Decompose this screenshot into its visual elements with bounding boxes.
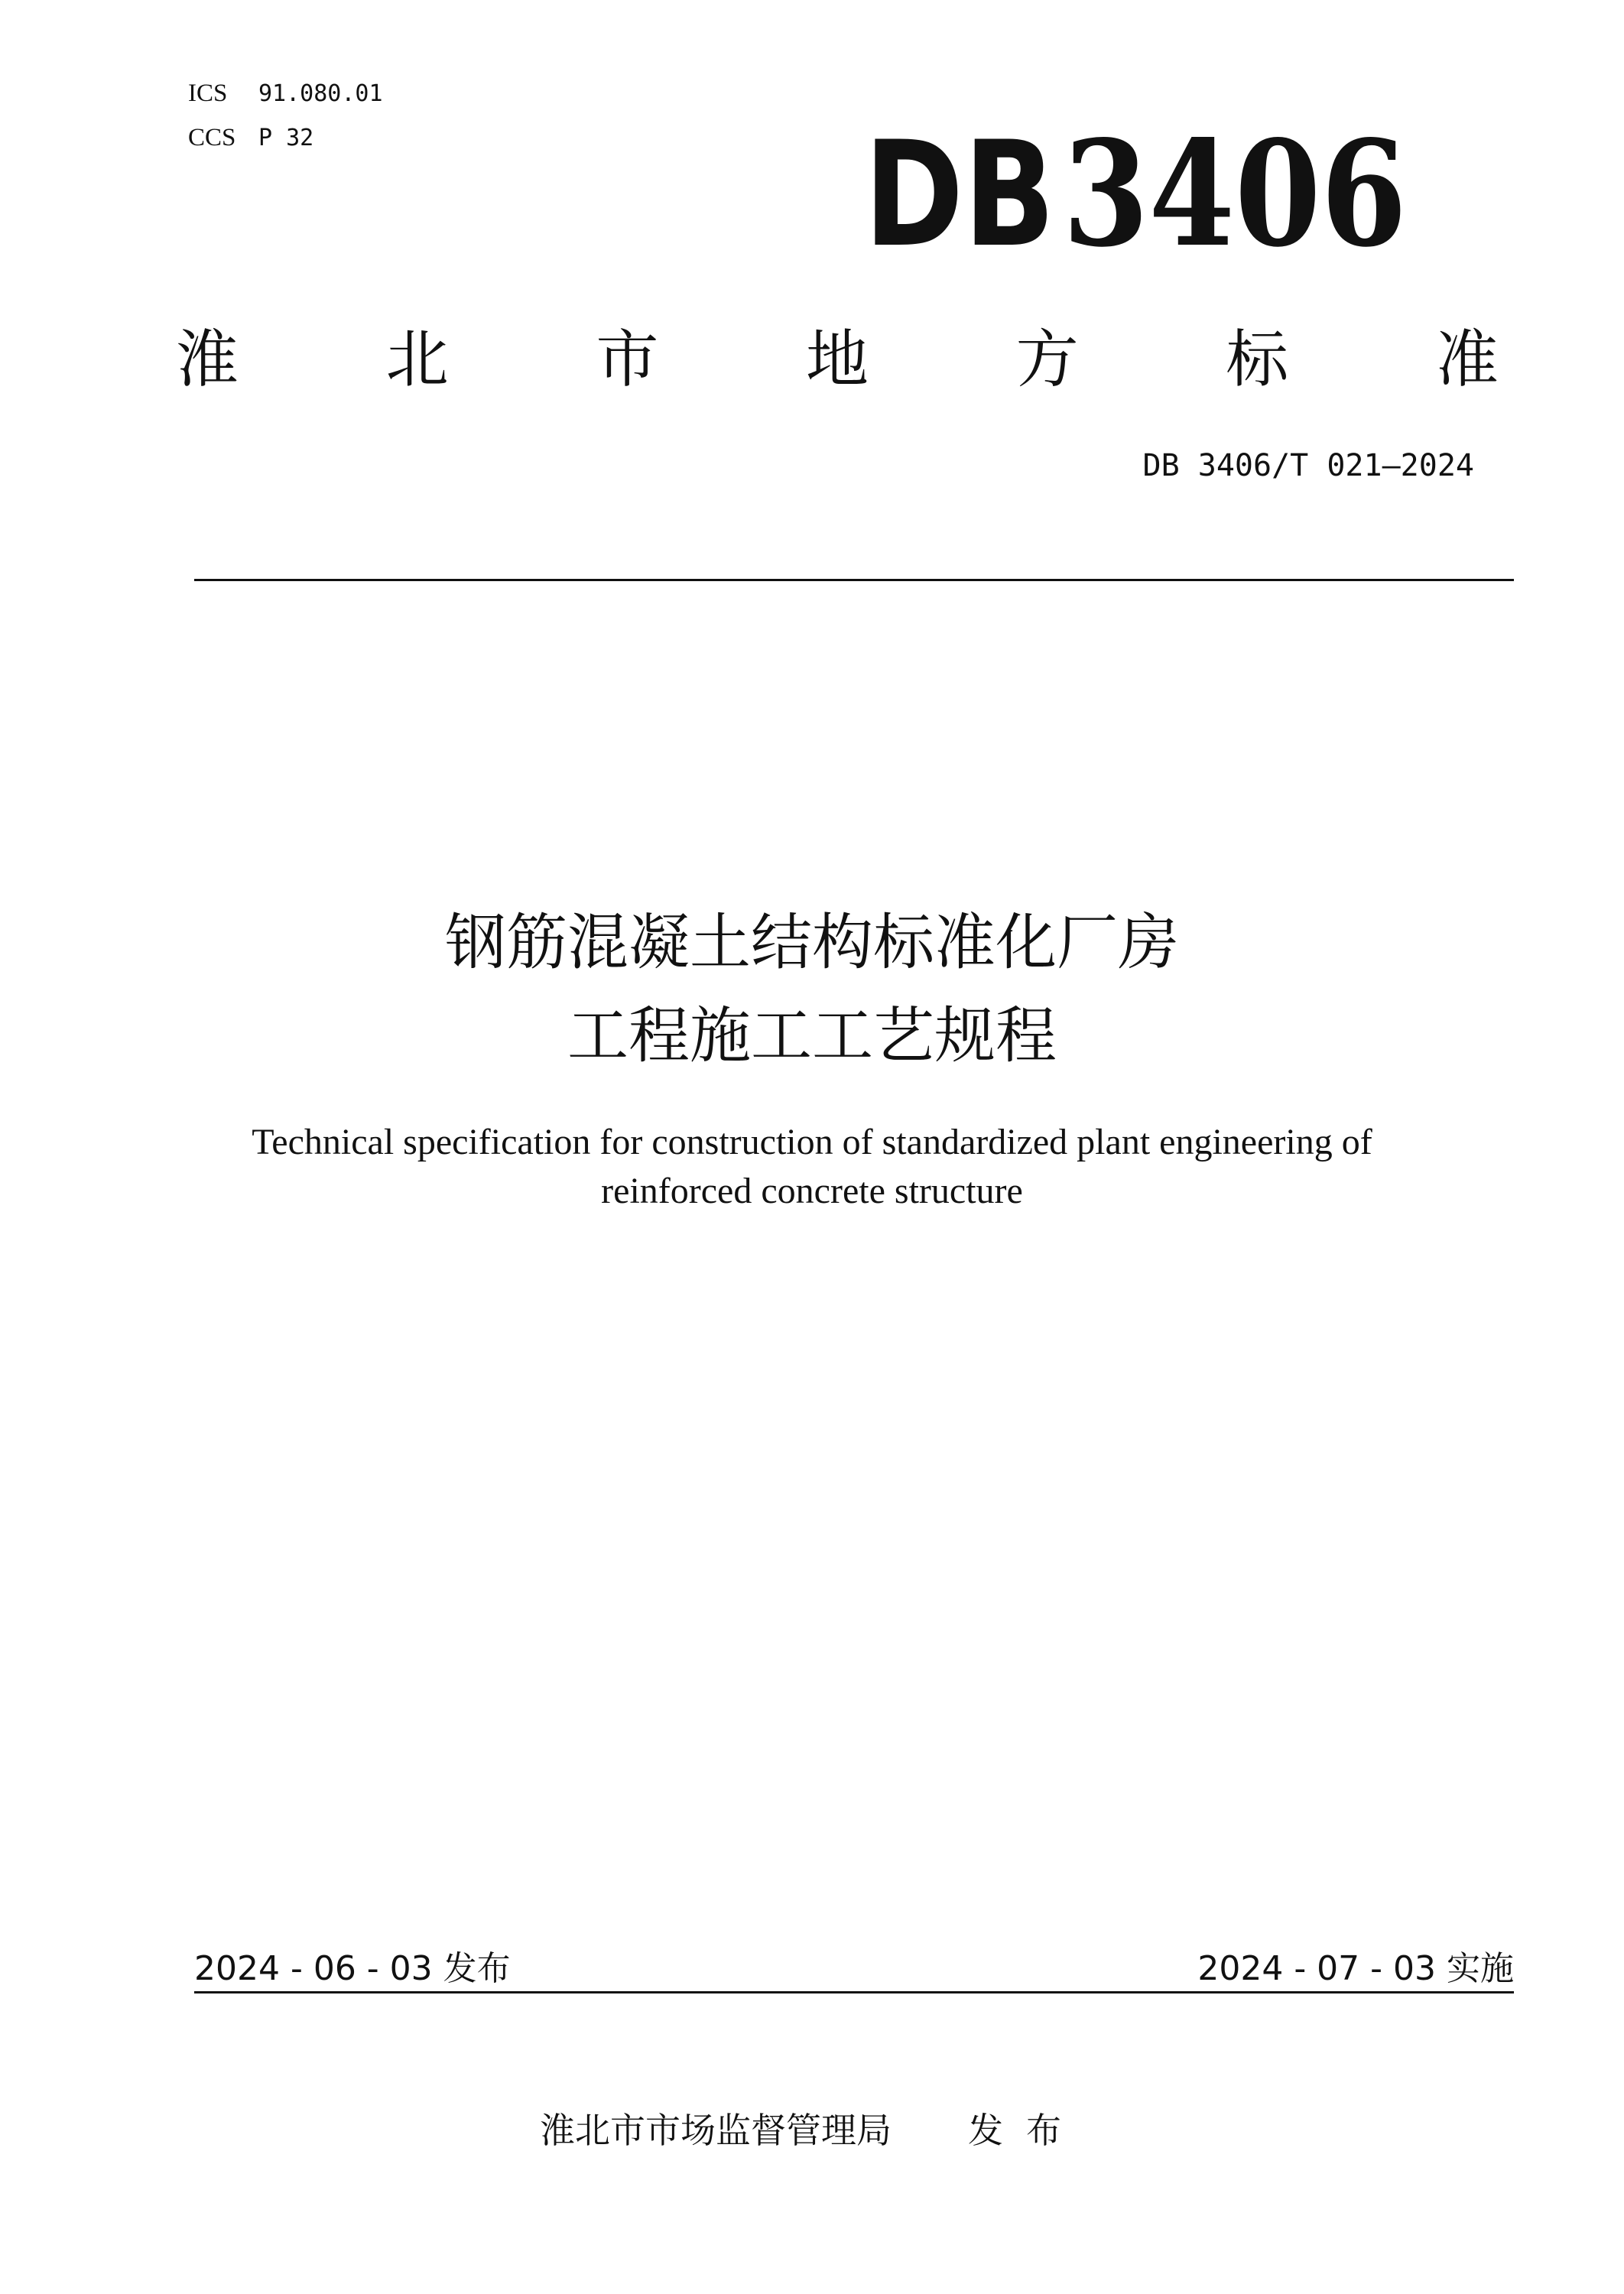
title-zh-line-2: 工程施工工艺规程 bbox=[567, 1000, 1057, 1071]
ics-classification bbox=[188, 78, 383, 108]
standard-kind-char: 淮 bbox=[176, 323, 239, 396]
standard-number: DB 3406/T 021—2024 bbox=[1142, 448, 1474, 483]
logo-code: 3406 bbox=[1063, 109, 1407, 279]
ccs-classification bbox=[188, 122, 313, 152]
standard-kind-char: 北 bbox=[385, 323, 449, 396]
implementation-date: 2024 - 07 - 03 实施 bbox=[1197, 1949, 1514, 1988]
title-en-line-2: reinforced concrete structure bbox=[601, 1171, 1023, 1211]
standard-kind-char: 地 bbox=[805, 323, 869, 396]
bottom-divider bbox=[194, 1991, 1514, 1993]
publisher-name: 淮北市市场监督管理局 bbox=[540, 2110, 892, 2151]
standard-kind-char: 准 bbox=[1435, 323, 1499, 396]
standard-kind-char: 市 bbox=[596, 323, 659, 396]
issue-date: 2024 - 06 - 03 发布 bbox=[194, 1949, 511, 1988]
title-en-line-1: Technical specification for construction of standardized plant engineering of bbox=[252, 1122, 1372, 1162]
standard-kind-char: 标 bbox=[1226, 323, 1289, 396]
ics-label: ICS bbox=[188, 80, 228, 107]
logo-prefix: DB bbox=[864, 110, 1055, 279]
ccs-label: CCS bbox=[188, 124, 236, 151]
title-zh-line-1: 钢筋混凝土结构标准化厂房 bbox=[445, 907, 1179, 978]
publisher-line bbox=[0, 2103, 1624, 2153]
ics-code: 91.080.01 bbox=[258, 80, 383, 107]
ccs-code: P 32 bbox=[258, 125, 314, 151]
top-divider bbox=[194, 579, 1514, 581]
db-standard-logo bbox=[864, 109, 1415, 279]
standard-kind-heading bbox=[176, 310, 1499, 399]
standard-kind-char: 方 bbox=[1015, 323, 1079, 396]
publisher-action: 发布 bbox=[968, 2110, 1084, 2151]
